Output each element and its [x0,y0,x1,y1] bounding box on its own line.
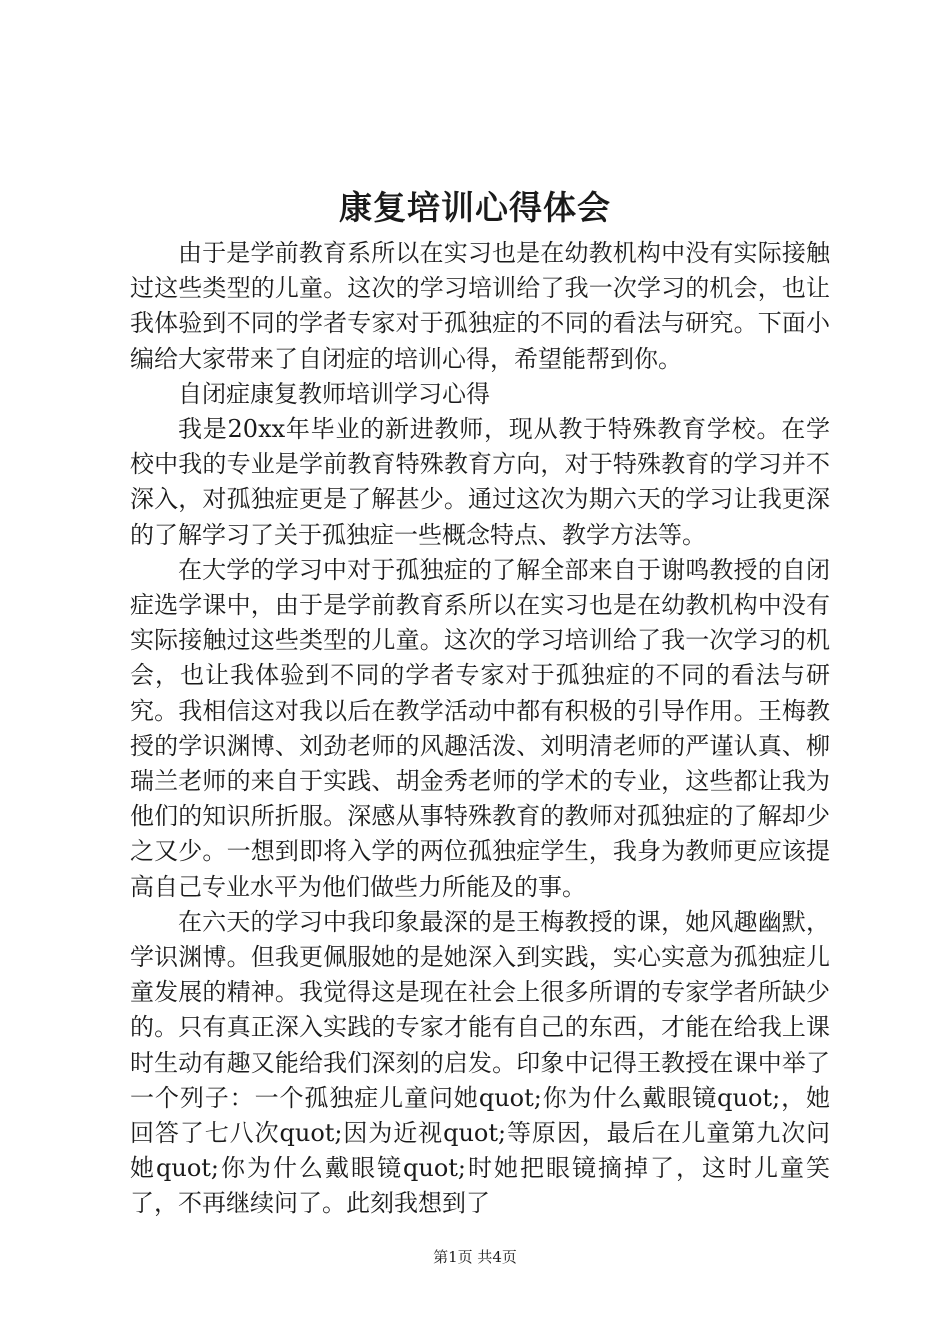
document-title: 康复培训心得体会 [339,188,611,227]
paragraph-impression: 在六天的学习中我印象最深的是王梅教授的课，她风趣幽默，学识渊博。但我更佩服她的是她深入到实践，实心实意为孤独症儿童发展的精神。我觉得这是现在社会上很多所谓的专家学者所缺少的。只有真正深入实践的专家才能有自己的东西，才能在给我上课时生动有趣又能给我们深刻的启发。印象中记得王教授在课中举了一个列子：一个孤独症儿童问她quot;你为什么戴眼镜quot;，她回答了七八次quot;因为近视quot;等原因，最后在儿童第九次问她quot;你为什么戴眼镜quot;时她把眼镜摘掉了，这时儿童笑了，不再继续问了。此刻我想到了 [130,907,830,1218]
page-footer: 第1页 共4页 [433,1248,517,1266]
paragraph-intro: 由于是学前教育系所以在实习也是在幼教机构中没有实际接触过这些类型的儿童。这次的学习培训给了我一次学习的机会，也让我体验到不同的学者专家对于孤独症的不同的看法与研究。下面小编给大家带来了自闭症的培训心得，希望能帮到你。 [130,239,830,373]
document-body [130,236,830,1222]
paragraph-subheading: 自闭症康复教师培训学习心得 [178,379,490,408]
paragraph-self-intro: 我是20xx年毕业的新进教师，现从教于特殊教育学校。在学校中我的专业是学前教育特殊教育方向，对于特殊教育的学习并不深入，对孤独症更是了解甚少。通过这次为期六天的学习让我更深的了解学习了关于孤独症一些概念特点、教学方法等。 [130,415,830,549]
paragraph-university-study: 在大学的学习中对于孤独症的了解全部来自于谢鸣教授的自闭症选学课中，由于是学前教育系所以在实习也是在幼教机构中没有实际接触过这些类型的儿童。这次的学习培训给了我一次学习的机会，也让我体验到不同的学者专家对于孤独症的不同的看法与研究。我相信这对我以后在教学活动中都有积极的引导作用。王梅教授的学识渊博、刘劲老师的风趣活泼、刘明清老师的严谨认真、柳瑞兰老师的来自于实践、胡金秀老师的学术的专业，这些都让我为他们的知识所折服。深感从事特殊教育的教师对孤独症的了解却少之又少。一想到即将入学的两位孤独症学生，我身为教师更应该提高自己专业水平为他们做些力所能及的事。 [130,555,830,901]
